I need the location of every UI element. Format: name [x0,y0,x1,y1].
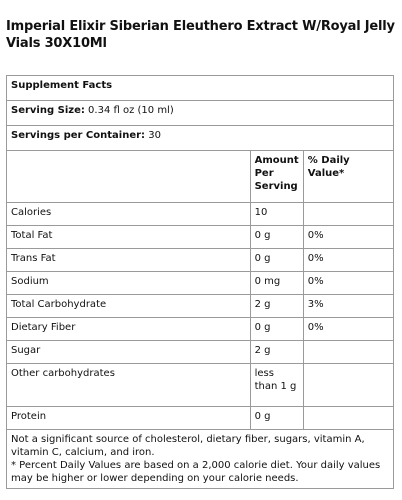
table-row [7,364,394,407]
daily-value-header: % Daily Value* [303,151,393,203]
table-row [7,272,394,295]
nutrient-header-cell [7,151,251,203]
supplement-facts-table [6,75,394,489]
nutrient-daily-value [303,341,393,364]
nutrient-amount: 0 mg [250,272,303,295]
serving-size-row [7,101,394,126]
nutrient-name: Other carbohydrates [7,364,251,407]
table-row [7,341,394,364]
nutrient-name: Total Fat [7,226,251,249]
footnote-cell [7,430,394,489]
footnote-daily-values: * Percent Daily Values are based on a 2,000 calorie diet. Your daily values may be higher or lower depending on your calorie needs. [11,460,381,484]
nutrient-name: Sodium [7,272,251,295]
product-title: Imperial Elixir Siberian Eleuthero Extract W/Royal Jelly Vials 30X10Ml [6,19,395,51]
servings-label: Servings per Container: [11,130,146,141]
column-header-row [7,151,394,203]
nutrient-amount: 0 g [250,249,303,272]
footnote-row [7,430,394,489]
nutrient-name: Total Carbohydrate [7,295,251,318]
serving-size-value: 0.34 fl oz (10 ml) [88,105,174,116]
nutrient-daily-value: 3% [303,295,393,318]
servings-cell [7,126,394,151]
nutrient-daily-value: 0% [303,272,393,295]
table-row [7,226,394,249]
nutrient-name: Protein [7,407,251,430]
nutrient-amount: 10 [250,203,303,226]
facts-heading: Supplement Facts [7,76,394,101]
nutrient-name: Sugar [7,341,251,364]
nutrient-daily-value: 0% [303,318,393,341]
servings-row [7,126,394,151]
table-row [7,407,394,430]
nutrient-amount: 0 g [250,318,303,341]
servings-value: 30 [148,130,161,141]
serving-size-label: Serving Size: [11,105,85,116]
nutrient-name: Calories [7,203,251,226]
nutrient-daily-value: 0% [303,249,393,272]
nutrient-amount: 0 g [250,407,303,430]
nutrient-daily-value [303,364,393,407]
nutrient-amount: 2 g [250,341,303,364]
nutrient-amount: 0 g [250,226,303,249]
table-row [7,295,394,318]
nutrient-daily-value: 0% [303,226,393,249]
serving-size-cell [7,101,394,126]
nutrient-name: Dietary Fiber [7,318,251,341]
facts-heading-row [7,76,394,101]
nutrient-daily-value [303,407,393,430]
amount-header: Amount Per Serving [250,151,303,203]
table-row [7,249,394,272]
nutrient-name: Trans Fat [7,249,251,272]
table-row [7,203,394,226]
nutrient-daily-value [303,203,393,226]
nutrient-amount: less than 1 g [250,364,303,407]
table-row [7,318,394,341]
nutrient-amount: 2 g [250,295,303,318]
footnote-not-significant: Not a significant source of cholesterol, dietary fiber, sugars, vitamin A, vitamin C, calcium, and iron. [11,434,365,458]
